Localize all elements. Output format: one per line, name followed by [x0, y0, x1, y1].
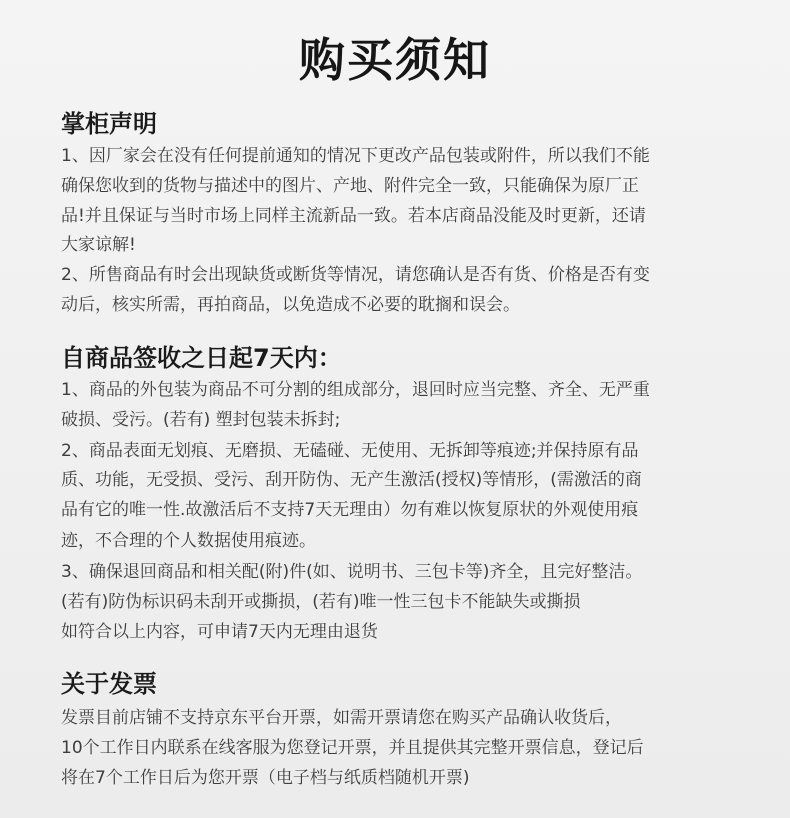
return-policy-line: 质、功能，无受损、受污、刮开防伪、无产生激活(授权)等情形，(需激活的商	[61, 470, 642, 490]
invoice-line: 10个工作日内联系在线客服为您登记开票，并且提供其完整开票信息，登记后	[61, 738, 644, 758]
return-policy-line: 如符合以上内容，可申请7天内无理由退货	[61, 622, 378, 642]
return-policy-line: 1、商品的外包装为商品不可分割的组成部分，退回时应当完整、齐全、无严重	[61, 380, 650, 400]
seller-statement-line: 确保您收到的货物与描述中的图片、产地、附件完全一致，只能确保为原厂正	[61, 176, 639, 196]
invoice-line: 发票目前店铺不支持京东平台开票，如需开票请您在购买产品确认收货后，	[61, 708, 622, 728]
invoice-line: 将在7个工作日后为您开票（电子档与纸质档随机开票)	[61, 768, 470, 788]
return-policy-line: (若有)防伪标识码未刮开或撕损，(若有)唯一性三包卡不能缺失或撕损	[61, 592, 581, 612]
seller-statement-line: 品!并且保证与当时市场上同样主流新品一致。若本店商品没能及时更新，还请	[61, 206, 646, 226]
return-policy-line: 3、确保退回商品和相关配(附)件(如、说明书、三包卡等)齐全，且完好整洁。	[61, 562, 643, 582]
section-heading-seller-statement: 掌柜声明	[61, 110, 157, 138]
section-heading-invoice: 关于发票	[61, 670, 157, 698]
return-policy-line: 破损、受污。(若有) 塑封包装未拆封;	[61, 410, 341, 430]
page-title: 购买须知	[299, 33, 491, 87]
return-policy-line: 迹，不合理的个人数据使用痕迹。	[61, 531, 316, 551]
seller-statement-line: 动后，核实所需，再拍商品，以免造成不必要的耽搁和误会。	[61, 295, 520, 315]
return-policy-line: 品有它的唯一性.故激活后不支持7天无理由）勿有难以恢复原状的外观使用痕	[61, 500, 639, 520]
seller-statement-line: 大家谅解!	[61, 235, 136, 255]
return-policy-line: 2、商品表面无划痕、无磨损、无磕碰、无使用、无拆卸等痕迹;并保持原有品	[61, 441, 639, 461]
seller-statement-line: 1、因厂家会在没有任何提前通知的情况下更改产品包装或附件，所以我们不能	[61, 146, 650, 166]
section-heading-return-policy: 自商品签收之日起7天内：	[61, 344, 342, 372]
seller-statement-line: 2、所售商品有时会出现缺货或断货等情况，请您确认是否有货、价格是否有变	[61, 265, 650, 285]
